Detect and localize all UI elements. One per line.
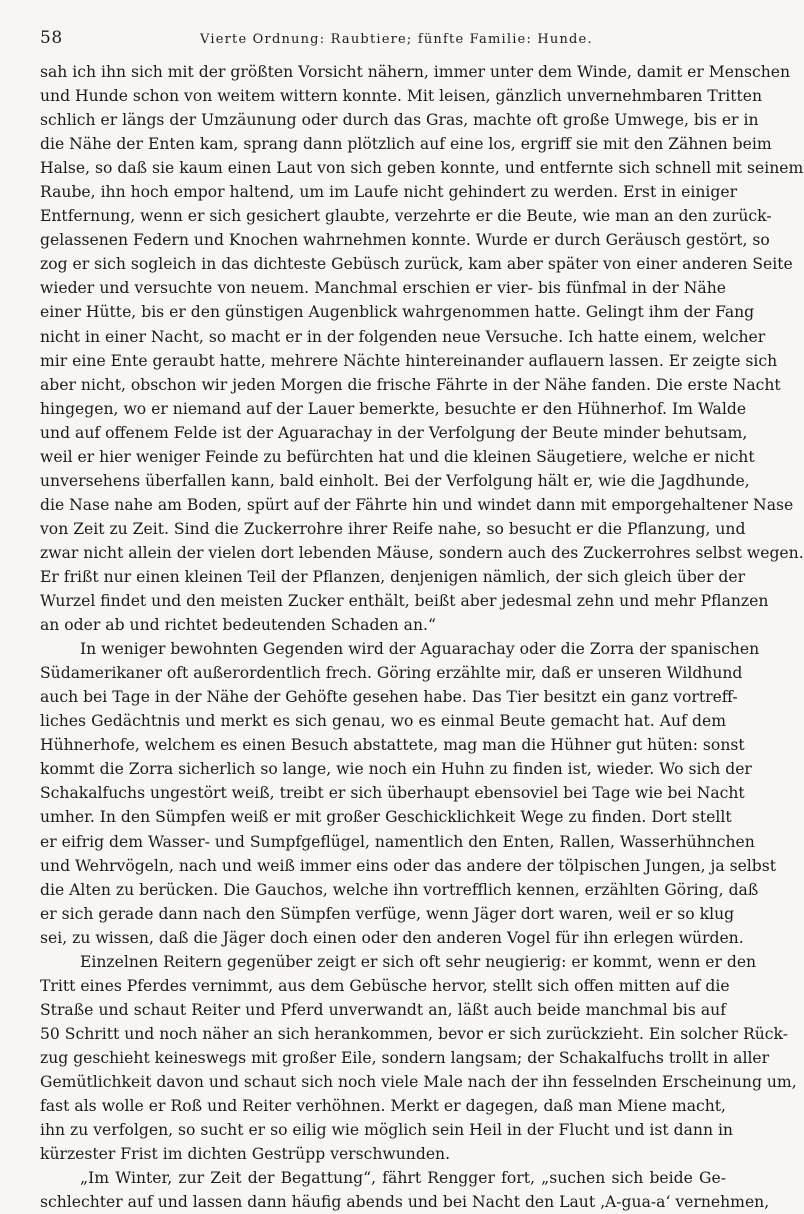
text-line: unversehens überfallen kann, bald einholt. Bei der Verfolgung hält er, wie die Jagdhunde,: [40, 471, 750, 490]
paragraph: [40, 60, 804, 637]
text-line: schlechter auf und lassen dann häufig abends und bei Nacht den Laut ‚A-gua-a‘ vernehmen,: [40, 1193, 770, 1212]
text-line: die Nähe der Enten kam, sprang dann plötzlich auf eine los, ergriff sie mit den Zähnen beim: [40, 135, 772, 154]
text-line: liches Gedächtnis und merkt es sich genau, wo es einmal Beute gemacht hat. Auf dem: [40, 712, 726, 731]
text-line: Raube, ihn hoch empor haltend, um im Laufe nicht gehindert zu werden. Erst in einiger: [40, 183, 738, 202]
text-line: aber nicht, obschon wir jeden Morgen die frische Fährte in der Nähe fanden. Die erste Nacht: [40, 375, 781, 394]
text-line: nicht in einer Nacht, so macht er in der folgenden neue Versuche. Ich hatte einem, welcher: [40, 327, 766, 346]
text-line: und auf offenem Felde ist der Aguarachay in der Verfolgung der Beute minder behutsam,: [40, 423, 748, 442]
text-line: Er frißt nur einen kleinen Teil der Pflanzen, denjenigen nämlich, der sich gleich über der: [40, 567, 746, 586]
text-line: die Alten zu berücken. Die Gauchos, welche ihn vortrefflich kennen, erzählten Göring, daß: [40, 880, 759, 899]
running-head: Vierte Ordnung: Raubtiere; fünfte Familie: Hunde.: [200, 32, 593, 47]
text-line: mir eine Ente geraubt hatte, mehrere Nächte hintereinander auflauern lassen. Er zeigte sich: [40, 351, 778, 370]
paragraph: [40, 637, 777, 950]
text-line: Tritt eines Pferdes vernimmt, aus dem Gebüsche hervor, stellt sich offen mitten auf die: [40, 976, 730, 995]
text-line: die Nase nahe am Boden, spürt auf der Fährte hin und windet dann mit emporgehaltener Nase: [40, 495, 794, 514]
text-line: er eifrig dem Wasser- und Sumpfgeflügel, namentlich den Enten, Rallen, Wasserhühnchen: [40, 832, 755, 851]
text-line: Halse, so daß sie kaum einen Laut von sich geben konnte, und entfernte sich schnell mit seinem: [40, 159, 804, 178]
text-line: einer Hütte, bis er den günstigen Augenblick wahrgenommen hatte. Gelingt ihm der Fang: [40, 303, 755, 322]
text-line: fast als wolle er Roß und Reiter verhöhnen. Merkt er dagegen, daß man Miene macht,: [40, 1097, 726, 1116]
text-line: Südamerikaner oft außerordentlich frech. Göring erzählte mir, daß er unseren Wildhund: [40, 664, 743, 683]
text-line: In weniger bewohnten Gegenden wird der Aguarachay oder die Zorra der spanischen: [80, 640, 760, 659]
text-line: von Zeit zu Zeit. Sind die Zuckerrohre ihrer Reife nahe, so besucht er die Pflanzung, und: [40, 519, 746, 538]
text-line: sei, zu wissen, daß die Jäger doch einen oder den anderen Vogel für ihn erlegen würden.: [40, 928, 744, 947]
text-line: zog er sich sogleich in das dichteste Gebüsch zurück, kam aber später von einer anderen Seite: [40, 255, 793, 274]
page-header: [40, 26, 727, 52]
text-line: „Im Winter, zur Zeit der Begattung“, fährt Rengger fort, „suchen sich beide Ge-: [80, 1169, 726, 1188]
text-line: schlich er längs der Umzäunung oder durch das Gras, machte oft große Umwege, bis er in: [40, 111, 759, 130]
text-line: Straße und schaut Reiter und Pferd unverwandt an, läßt auch beide manchmal bis auf: [40, 1000, 726, 1019]
text-line: und Hunde schon von weitem wittern konnte. Mit leisen, gänzlich unvernehmbaren Tritten: [40, 87, 763, 106]
text-line: gelassenen Federn und Knochen wahrnehmen konnte. Wurde er durch Geräusch gestört, so: [40, 231, 770, 250]
text-line: zug geschieht keineswegs mit großer Eile, sondern langsam; der Schakalfuchs trollt in aller: [40, 1048, 770, 1067]
text-line: Einzelnen Reitern gegenüber zeigt er sich oft sehr neugierig: er kommt, wenn er den: [80, 952, 757, 971]
text-line: an oder ab und richtet bedeutenden Schaden an.“: [40, 616, 436, 635]
text-line: umher. In den Sümpfen weiß er mit großer Geschicklichkeit Wege zu finden. Dort stellt: [40, 808, 732, 827]
text-line: ihn zu verfolgen, so sucht er so eilig wie möglich sein Heil in der Flucht und ist dann in: [40, 1121, 733, 1140]
text-line: auch bei Tage in der Nähe der Gehöfte gesehen habe. Das Tier besitzt ein ganz vortreff-: [40, 688, 738, 707]
text-line: zwar nicht allein der vielen dort lebenden Mäuse, sondern auch des Zuckerrohres selbst wegen.: [40, 543, 804, 562]
paragraph: [40, 950, 797, 1166]
text-line: wieder und versuchte von neuem. Manchmal erschien er vier- bis fünfmal in der Nähe: [40, 279, 726, 298]
body-text: [40, 60, 804, 1214]
text-line: 50 Schritt und noch näher an sich herankommen, bevor er sich zurückzieht. Ein solcher Rück-: [40, 1024, 788, 1043]
page-number: 58: [40, 28, 63, 48]
paragraph: [40, 1166, 770, 1214]
text-line: er sich gerade dann nach den Sümpfen verfüge, wenn Jäger dort waren, weil er so klug: [40, 904, 735, 923]
text-line: kommt die Zorra sicherlich so lange, wie noch ein Huhn zu finden ist, wieder. Wo sich der: [40, 760, 752, 779]
text-line: und Wehrvögeln, nach und weiß immer eins oder das andere der tölpischen Jungen, ja selbst: [40, 856, 777, 875]
text-line: hingegen, wo er niemand auf der Lauer bemerkte, besuchte er den Hühnerhof. Im Walde: [40, 399, 747, 418]
text-line: Wurzel findet und den meisten Zucker enthält, beißt aber jedesmal zehn und mehr Pflanzen: [40, 592, 769, 611]
text-line: weil er hier weniger Feinde zu befürchten hat und die kleinen Säugetiere, welche er nicht: [40, 447, 755, 466]
text-line: Schakalfuchs ungestört weiß, treibt er sich überhaupt ebensoviel bei Tage wie bei Nacht: [40, 784, 745, 803]
text-line: Gemütlichkeit davon und schaut sich noch viele Male nach der ihn fesselnden Erscheinung um,: [40, 1072, 797, 1091]
text-line: kürzester Frist im dichten Gestrüpp verschwunden.: [40, 1145, 451, 1164]
text-line: Hühnerhofe, welchem es einen Besuch abstattete, mag man die Hühner gut hüten: sonst: [40, 736, 745, 755]
text-line: Entfernung, wenn er sich gesichert glaubte, verzehrte er die Beute, wie man an den zurück-: [40, 207, 772, 226]
text-line: sah ich ihn sich mit der größten Vorsicht nähern, immer unter dem Winde, damit er Menschen: [40, 63, 791, 81]
